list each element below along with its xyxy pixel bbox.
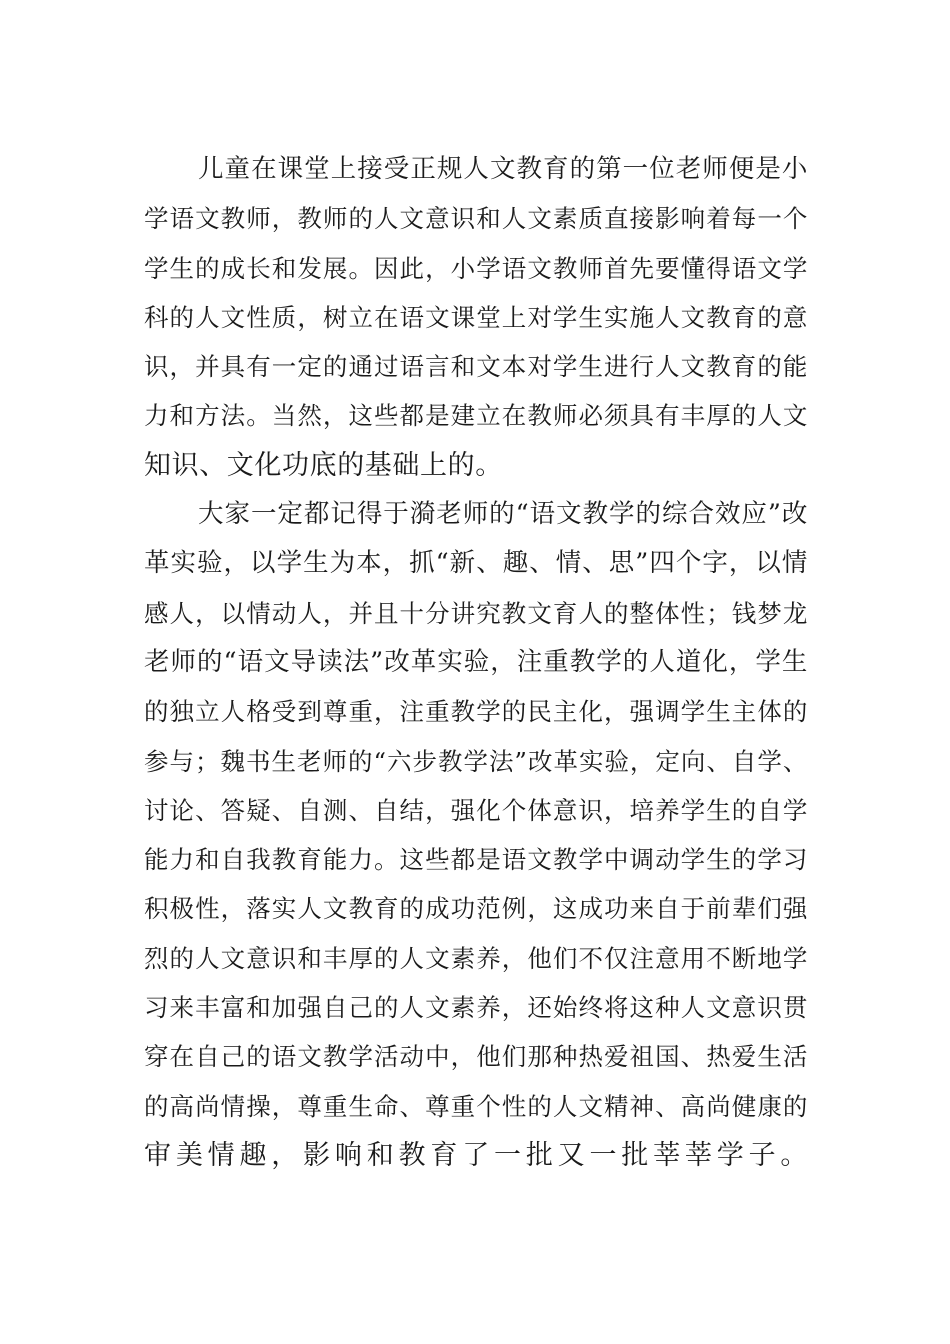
text-line: 儿童在课堂上接受正规人文教育的第一位老师便是小 [198,154,808,184]
text-line: 能力和自我教育能力。这些都是语文教学中调动学生的学习 [144,845,808,875]
text-line: 参与；魏书生老师的“六步教学法”改革实验，定向、自学、 [144,746,808,776]
text-line: 科的人文性质，树立在语文课堂上对学生实施人文教育的意 [144,302,808,332]
text-line: 积极性，落实人文教育的成功范例，这成功来自于前辈们强 [144,894,808,924]
text-line: 审美情趣，影响和教育了一批又一批莘莘学子。 [144,1139,808,1171]
text-line: 革实验，以学生为本，抓“新、趣、情、思”四个字，以情 [144,548,808,579]
paragraph-1 [144,145,808,490]
text-line: 的独立人格受到尊重，注重教学的民主化，强调学生主体的 [144,697,808,727]
text-line: 学语文教师，教师的人文意识和人文素质直接影响着每一个 [144,204,808,234]
text-line: 穿在自己的语文教学活动中，他们那种热爱祖国、热爱生活 [144,1042,808,1072]
text-line: 的高尚情操，尊重生命、尊重个性的人文精神、高尚健康的 [144,1091,808,1121]
text-line: 识，并具有一定的通过语言和文本对学生进行人文教育的能 [144,352,808,382]
text-line: 大家一定都记得于漪老师的“语文教学的综合效应”改 [198,499,808,530]
text-line: 习来丰富和加强自己的人文素养，还始终将这种人文意识贯 [144,993,808,1023]
document-body [144,145,808,1180]
text-line: 烈的人文意识和丰厚的人文素养，他们不仅注意用不断地学 [144,943,808,973]
text-line: 感人，以情动人，并且十分讲究教文育人的整体性；钱梦龙 [144,598,808,628]
text-line: 力和方法。当然，这些都是建立在教师必须具有丰厚的人文 [144,401,808,431]
text-line: 讨论、答疑、自测、自结，强化个体意识，培养学生的自学 [144,795,808,825]
text-line: 知识、文化功底的基础上的。 [144,449,503,481]
text-line: 老师的“语文导读法”改革实验，注重教学的人道化，学生 [144,646,808,677]
text-line: 学生的成长和发展。因此，小学语文教师首先要懂得语文学 [144,253,808,283]
paragraph-2 [144,490,808,1180]
